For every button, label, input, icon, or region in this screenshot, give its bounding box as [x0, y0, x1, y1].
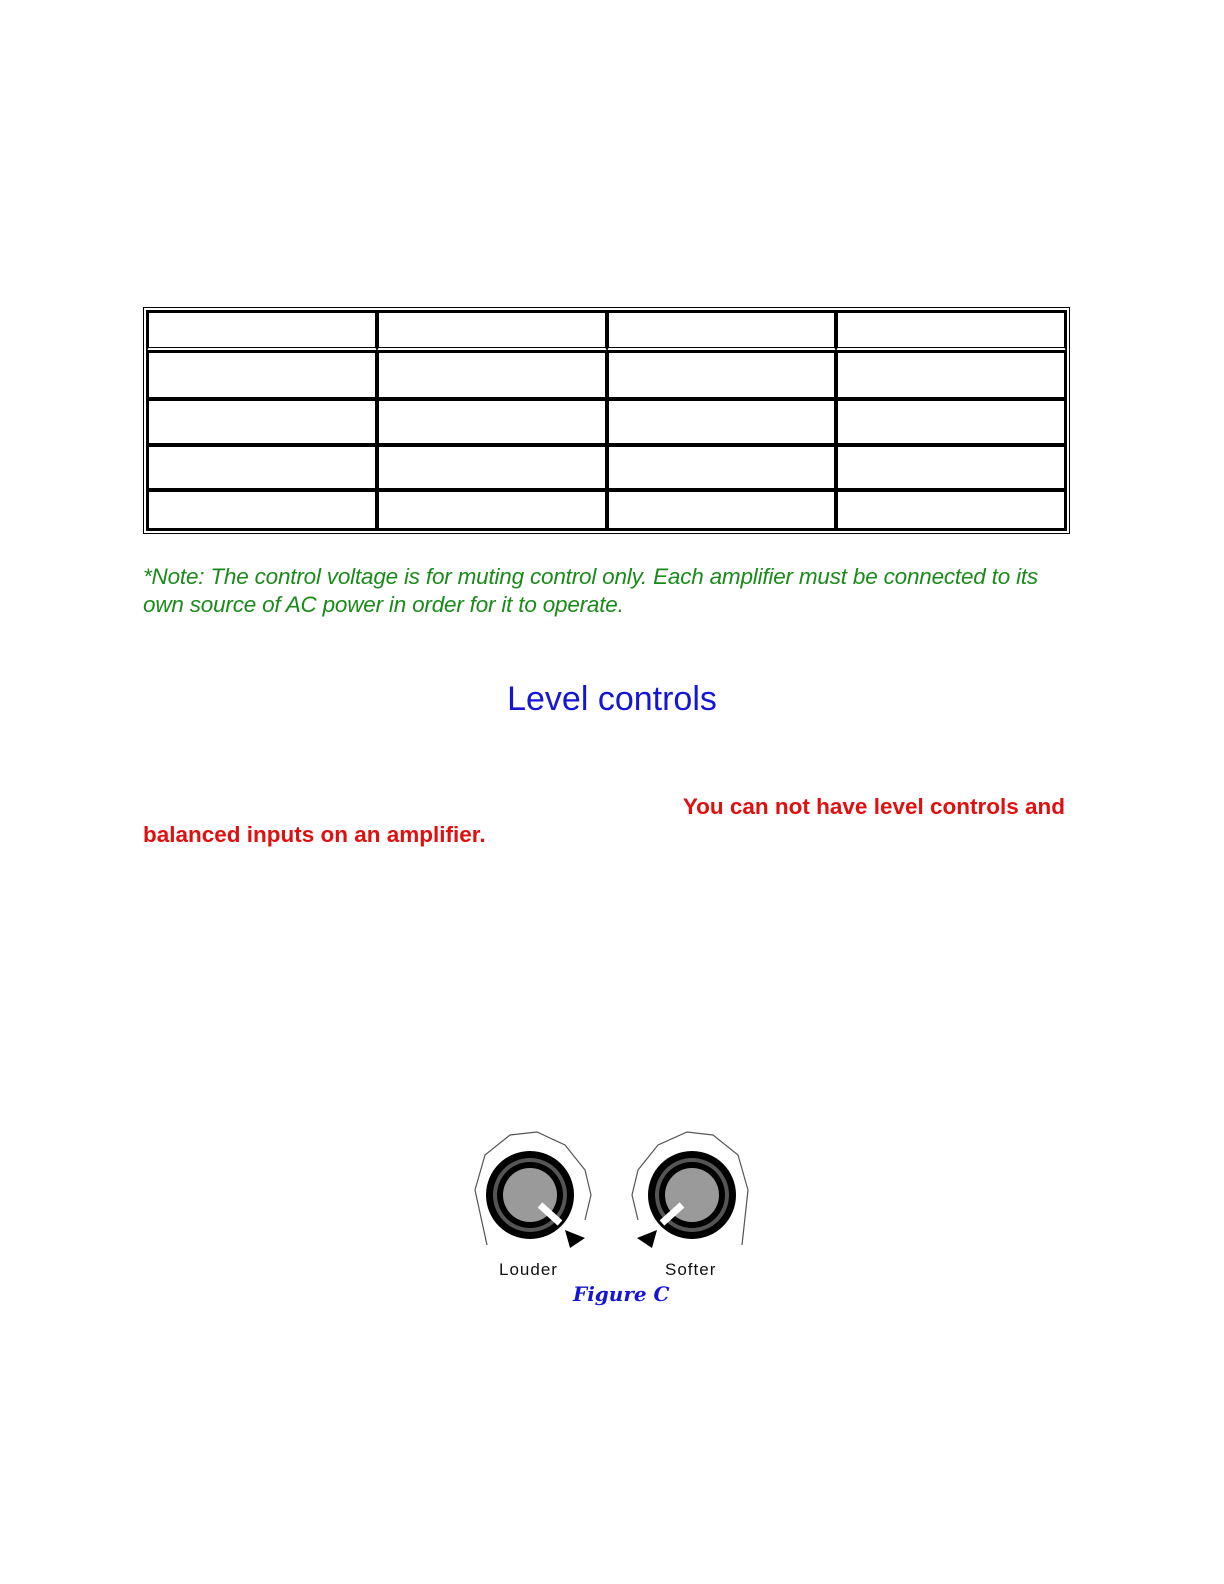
table-cell [607, 351, 837, 399]
table-cell [147, 351, 377, 399]
table-cell [836, 399, 1066, 445]
softer-knob-icon [648, 1151, 736, 1239]
table-header-row [147, 311, 1066, 351]
table-cell [377, 399, 607, 445]
empty-table [143, 307, 1070, 534]
table-cell [377, 311, 607, 351]
table-cell [377, 490, 607, 530]
table-cell [147, 399, 377, 445]
louder-arrow-icon [565, 1230, 585, 1248]
table-cell [147, 311, 377, 351]
table-cell [836, 490, 1066, 530]
table-cell [607, 399, 837, 445]
softer-arrow-icon [637, 1230, 657, 1248]
table-cell [836, 445, 1066, 490]
figure-caption: Figure C [573, 1282, 670, 1306]
table-row [147, 445, 1066, 490]
softer-label: Softer [665, 1260, 717, 1279]
table-row [147, 490, 1066, 530]
warning-line-1: You can not have level controls and [682, 794, 1065, 819]
section-heading: Level controls [507, 680, 717, 718]
warning-text [143, 793, 1073, 849]
table-cell [377, 351, 607, 399]
table-cell [836, 311, 1066, 351]
control-voltage-note: *Note: The control voltage is for muting control only. Each amplifier must be connected to its own source of AC power in order for it to operate. [143, 564, 1038, 617]
table-row [147, 399, 1066, 445]
table-cell [836, 351, 1066, 399]
table-row [147, 351, 1066, 399]
table-cell [377, 445, 607, 490]
table-cell [607, 445, 837, 490]
table-cell [607, 490, 837, 530]
table-cell [607, 311, 837, 351]
louder-label: Louder [499, 1260, 558, 1279]
knobs-illustration [455, 1120, 765, 1280]
warning-line-2: balanced inputs on an amplifier. [143, 822, 486, 847]
louder-knob-icon [486, 1151, 574, 1239]
figure-c-knobs [455, 1120, 765, 1320]
table-cell [147, 445, 377, 490]
table-cell [147, 490, 377, 530]
